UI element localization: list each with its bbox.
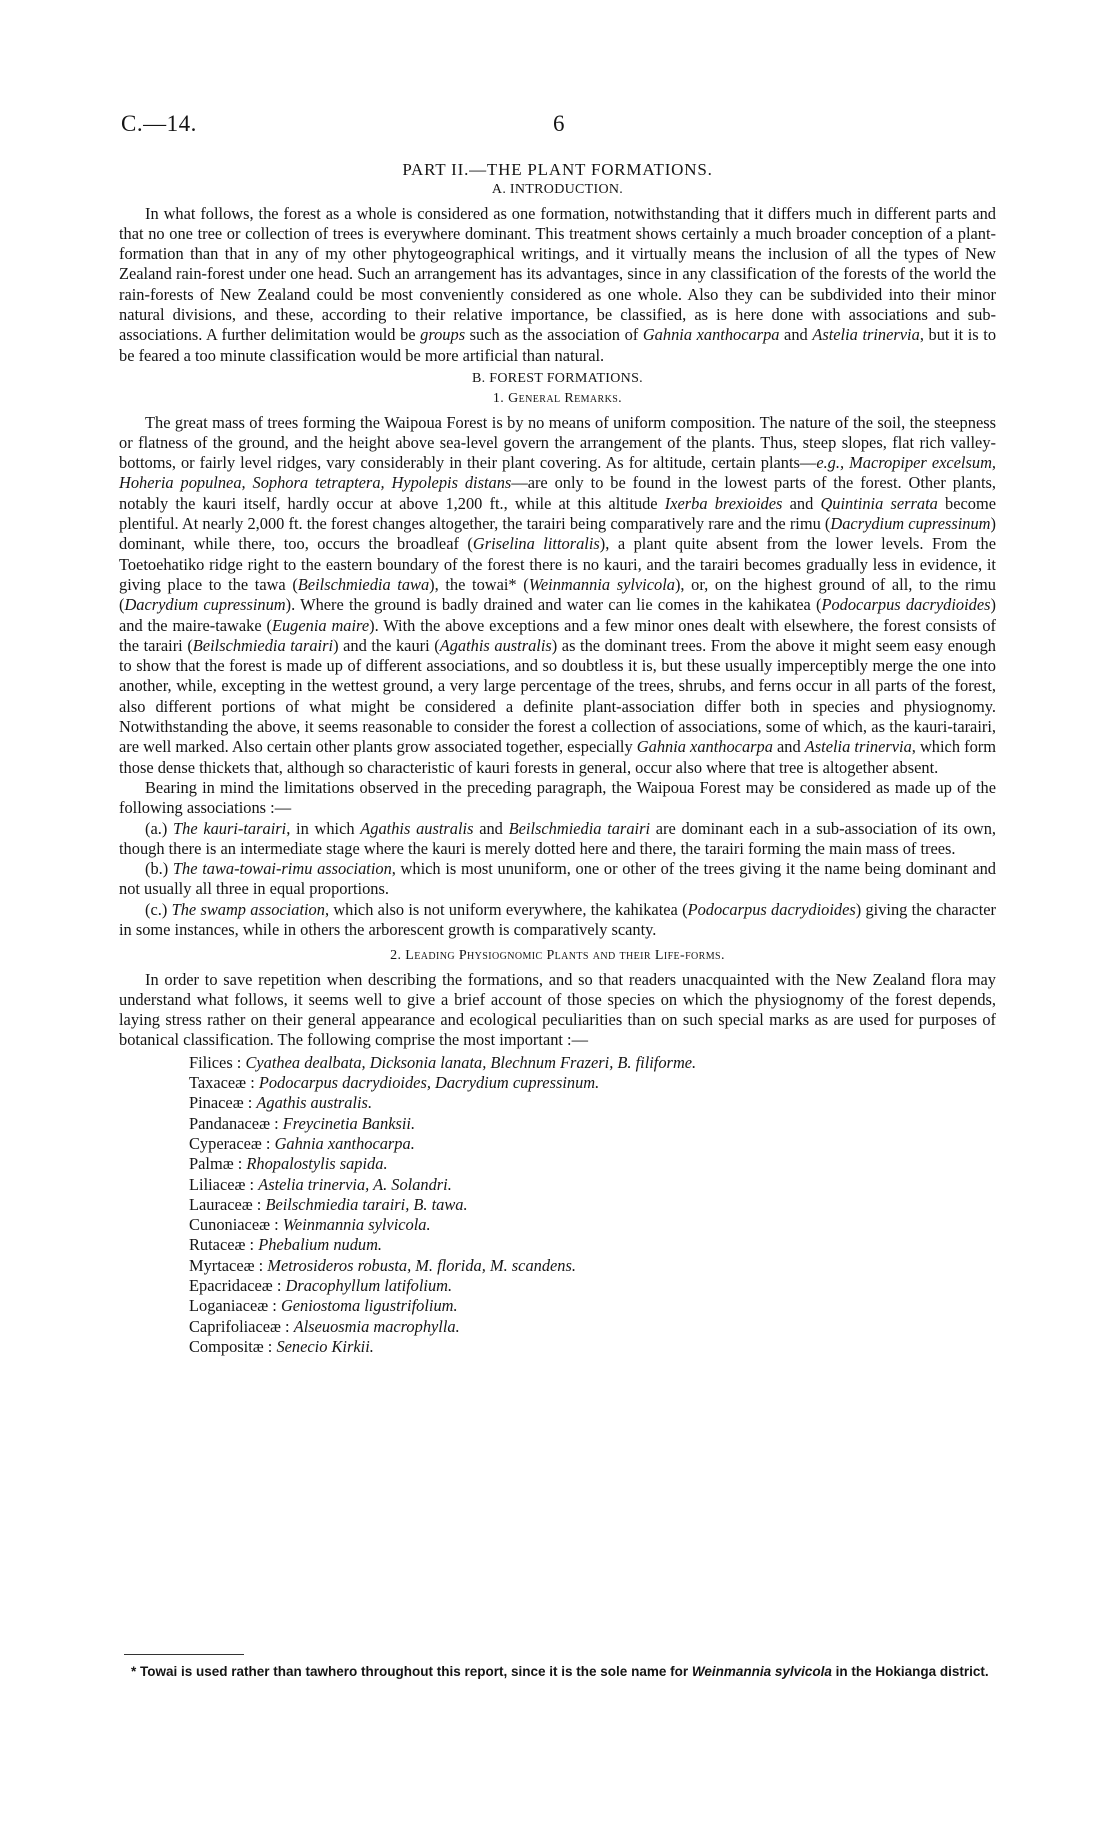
association-a: (a.) The kauri-tarairi, in which Agathis australis and Beilschmiedia tarairi are dominant each in a sub-association of its own, though there is an intermediate stage where the kauri is merely dotted here and there, the tarairi forming the main mass of trees. [119, 818, 996, 858]
family-item: Filices : Cyathea dealbata, Dicksonia lanata, Blechnum Frazeri, B. filiforme. [189, 1052, 697, 1072]
subsection-physiognomic-plants: 2. Leading Physiognomic Plants and their Life-forms. [390, 948, 725, 964]
family-item: Pinaceæ : Agathis australis. [189, 1093, 373, 1113]
family-item: Taxaceæ : Podocarpus dacrydioides, Dacrydium cupressinum. [189, 1073, 600, 1093]
document-reference: C.—14. [121, 111, 197, 136]
family-item: Myrtaceæ : Metrosideros robusta, M. florida, M. scandens. [189, 1255, 576, 1275]
family-item: Epacridaceæ : Dracophyllum latifolium. [189, 1276, 453, 1296]
association-c: (c.) The swamp association, which also is not uniform everywhere, the kahikatea (Podocarpus dacrydioides) giving the character in some instances, while in others the arborescent growth is comparatively scanty. [119, 899, 996, 939]
subsection-general-remarks: 1. General Remarks. [492, 391, 623, 407]
family-item: Cunoniaceæ : Weinmannia sylvicola. [189, 1215, 431, 1235]
section-b-heading: B. FOREST FORMATIONS. [472, 370, 643, 386]
family-item: Caprifoliaceæ : Alseuosmia macrophylla. [189, 1316, 460, 1336]
family-item: Rutaceæ : Phebalium nudum. [189, 1235, 383, 1255]
footnote-divider [124, 1654, 244, 1655]
physiognomic-plants-paragraph: In order to save repetition when describing the formations, and so that readers unacquainted with the New Zealand flora may understand what follows, it seems well to give a brief account of those species on which the physiognomy of the forest depends, laying stress rather on their general appearance and ecological peculiarities than on such special marks as are used for purposes of botanical classification. The following comprise the most important :— [119, 969, 996, 1050]
family-item: Palmæ : Rhopalostylis sapida. [189, 1154, 388, 1174]
family-item: Compositæ : Senecio Kirkii. [189, 1336, 374, 1356]
introduction-paragraph: In what follows, the forest as a whole is considered as one formation, notwithstanding that it differs much in different parts and that no one tree or collection of trees is everywhere dominant. This treatment shows certainly a much broader conception of a plant-formation than that in any of my other phytogeographical writings, and it virtually means the inclusion of all the types of New Zealand rain-forest under one head. Such an arrangement has its advantages, since in any classification of the forests of the world the rain-forests of New Zealand could be most conveniently considered as one whole. Also they can be subdivided into their minor natural divisions, and these, according to their relative importance, be classified, as is here done with associations and sub-associations. A further delimitation would be groups such as the association of Gahnia xanthocarpa and Astelia trinervia, but it is to be feared a too minute classification would be more artificial than natural. [119, 203, 997, 365]
family-item: Lauraceæ : Beilschmiedia tarairi, B. tawa. [189, 1194, 468, 1214]
document-body [119, 160, 996, 1357]
family-item: Pandanaceæ : Freycinetia Banksii. [189, 1113, 416, 1133]
part-title: PART II.—THE PLANT FORMATIONS. [402, 160, 713, 179]
association-b: (b.) The tawa-towai-rimu association, which is most ununiform, one or other of the trees giving it the name being dominant and not usually all three in equal proportions. [119, 859, 997, 899]
family-item: Liliaceæ : Astelia trinervia, A. Solandri. [189, 1174, 452, 1194]
general-remarks-paragraph: The great mass of trees forming the Waipoua Forest is by no means of uniform composition. The nature of the soil, the steepness or flatness of the ground, and the height above sea-level govern the arrangement of the plants. Thus, steep slopes, flat rich valley-bottoms, or fairly level ridges, vary considerably in their plant covering. As for altitude, certain plants—e.g., Macropiper excelsum, Hoheria populnea, Sophora tetraptera, Hypolepis distans—are only to be found in the lowest parts of the forest. Other plants, notably the kauri itself, hardly occur at above 1,200 ft., while at this altitude Ixerba brexioides and Quintinia serrata become plentiful. At nearly 2,000 ft. the forest changes altogether, the tarairi being comparatively rare and the rimu (Dacrydium cupressinum) dominant, while there, too, occurs the broadleaf (Griselina littoralis), a plant quite absent from the lower levels. From the Toetoehatiko ridge right to the eastern boundary of the forest there is no kauri, and the tarairi becomes gradually less in evidence, it giving place to the tawa (Beilschmiedia tawa), the towai* (Weinmannia sylvicola), or, on the highest ground of all, to the rimu (Dacrydium cupressinum). Where the ground is badly drained and water can lie comes in the kahikatea (Podocarpus dacrydioides) and the maire-tawake (Eugenia maire). With the above exceptions and a few minor ones dealt with elsewhere, the forest consists of the tarairi (Beilschmiedia tarairi) and the kauri (Agathis australis) as the dominant trees. From the above it might seem easy enough to show that the forest is made up of different associations, and so doubtless it is, but these usually imperceptibly merge the one into another, while, excepting in the wettest ground, a very large percentage of the trees, shrubs, and ferns occur in all parts of the forest, also different portions of what might be considered a definite plant-association differ both in species and physiognomy. Notwithstanding the above, it seems reasonable to consider the forest a collection of associations, some of which, as the kauri-tarairi, are well marked. Also certain other plants grow associated together, especially Gahnia xanthocarpa and Astelia trinervia, which form those dense thickets that, although so characteristic of kauri forests in general, occur also where that tree is altogether absent. [119, 412, 997, 777]
footnote: * Towai is used rather than tawhero throughout this report, since it is the sole name for Weinmannia sylvicola in the Hokianga district. [131, 1664, 989, 1679]
page-number: 6 [553, 111, 565, 136]
section-a-heading: A. INTRODUCTION. [491, 182, 624, 198]
family-item: Loganiaceæ : Geniostoma ligustrifolium. [189, 1296, 458, 1316]
plant-family-list [189, 1053, 996, 1357]
associations-intro-paragraph: Bearing in mind the limitations observed in the preceding paragraph, the Waipoua Forest may be considered as made up of the following associations :— [119, 777, 996, 818]
family-item: Cyperaceæ : Gahnia xanthocarpa. [189, 1133, 415, 1153]
